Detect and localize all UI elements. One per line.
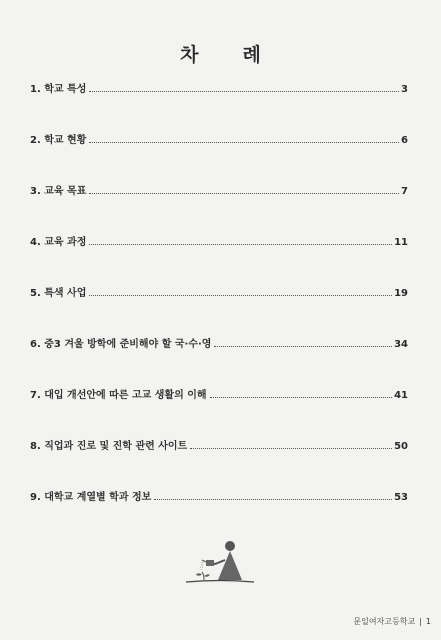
watering-plant-illustration-icon [180, 538, 260, 586]
dot-leader [190, 448, 392, 449]
toc-item-page: 6 [401, 135, 408, 146]
footer-school-name: 문일여자고등학교 [353, 617, 416, 626]
toc-item-label: 3. 교육 목표 [30, 186, 87, 197]
dot-leader [214, 346, 392, 347]
dot-leader [210, 397, 393, 398]
toc-item-page: 7 [401, 186, 408, 197]
dot-leader [154, 499, 392, 500]
page-footer [353, 616, 431, 627]
toc-item-label: 7. 대입 개선안에 따른 고교 생활의 이해 [30, 390, 207, 401]
toc-item[interactable] [30, 284, 408, 335]
dot-leader [89, 91, 399, 92]
toc-item[interactable] [30, 131, 408, 182]
toc-item-label: 4. 교육 과정 [30, 237, 87, 248]
toc-item-label: 1. 학교 특성 [30, 84, 87, 95]
dot-leader [89, 193, 399, 194]
toc-item-page: 41 [394, 390, 408, 401]
dot-leader [89, 295, 392, 296]
footer-page-number: 1 [425, 617, 431, 626]
toc-item-page: 11 [394, 237, 408, 248]
toc-item[interactable] [30, 437, 408, 488]
toc-item-label: 2. 학교 현황 [30, 135, 87, 146]
toc-item-label: 9. 대학교 계열별 학과 정보 [30, 492, 152, 503]
toc-item[interactable] [30, 488, 408, 539]
toc-item-page: 50 [394, 441, 408, 452]
dot-leader [89, 244, 392, 245]
toc-item-page: 19 [394, 288, 408, 299]
toc-item[interactable] [30, 182, 408, 233]
table-of-contents [30, 80, 408, 539]
dot-leader [89, 142, 399, 143]
toc-item[interactable] [30, 386, 408, 437]
page-title: 차례 [180, 44, 305, 66]
toc-item[interactable] [30, 233, 408, 284]
toc-item-page: 3 [401, 84, 408, 95]
footer-separator: | [419, 617, 422, 626]
toc-item[interactable] [30, 80, 408, 131]
toc-item-label: 5. 특색 사업 [30, 288, 87, 299]
toc-item-label: 6. 중3 겨울 방학에 준비해야 할 국·수·영 [30, 339, 212, 350]
toc-item-label: 8. 직업과 진로 및 진학 관련 사이트 [30, 441, 188, 452]
toc-item-page: 34 [394, 339, 408, 350]
toc-item-page: 53 [394, 492, 408, 503]
toc-item[interactable] [30, 335, 408, 386]
